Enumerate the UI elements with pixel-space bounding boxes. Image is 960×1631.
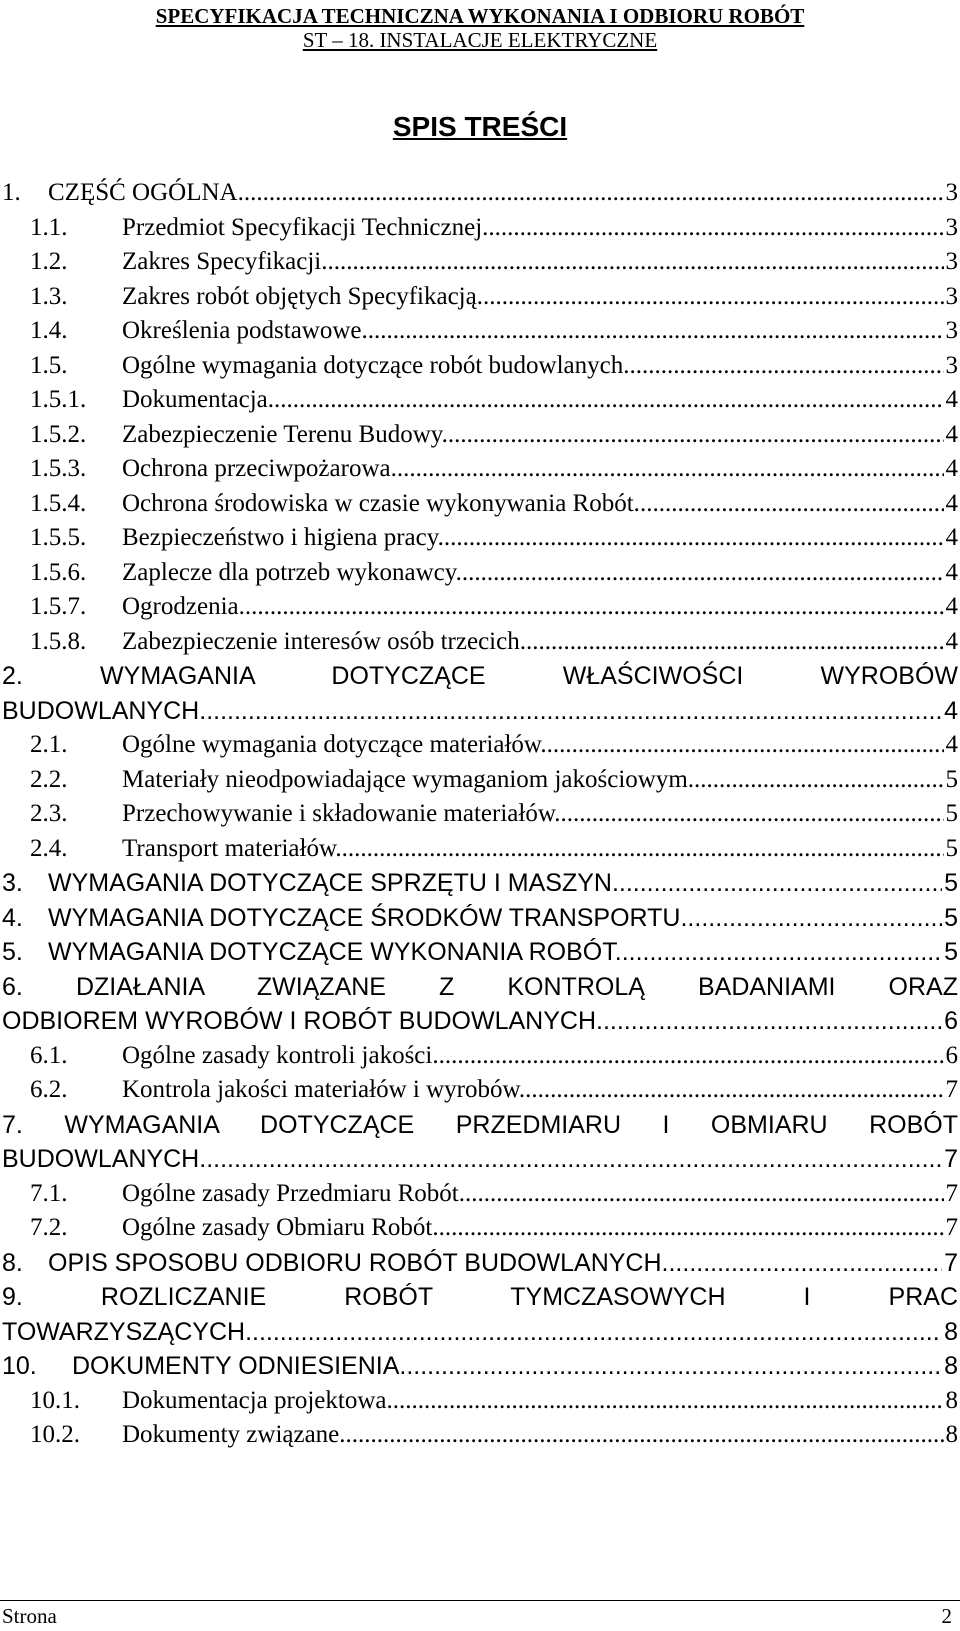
toc-entry-number: 1.5. — [30, 351, 68, 379]
toc-dot-leader — [274, 383, 943, 418]
toc-entry[interactable] — [2, 970, 958, 1005]
toc-dot-leader — [439, 1211, 944, 1246]
toc-entry-number: 8. — [2, 1248, 23, 1277]
toc-dot-leader — [342, 832, 944, 867]
toc-entry[interactable] — [2, 590, 958, 625]
toc-entry-number: 7.2. — [30, 1214, 68, 1241]
toc-page-number: 4 — [945, 731, 958, 758]
toc-entry-continuation[interactable] — [2, 694, 958, 729]
toc-entry-title: DZIAŁANIA ZWIĄZANE Z KONTROLĄ BADANIAMI ORAZ — [75, 972, 959, 1001]
toc-entry-number: 10.2. — [30, 1421, 80, 1448]
toc-page-number: 7 — [945, 1179, 958, 1207]
toc-entry-number: 1.5.3. — [30, 455, 87, 482]
toc-entry-number: 1.4. — [30, 317, 68, 344]
footer-page-number: 2 — [941, 1604, 952, 1628]
toc-entry[interactable] — [2, 487, 958, 522]
toc-entry[interactable] — [2, 763, 958, 798]
toc-entry-number: 9. — [2, 1283, 23, 1311]
toc-entry-continuation[interactable] — [2, 1142, 958, 1177]
toc-page-number: 8 — [944, 1352, 958, 1380]
toc-entry[interactable] — [2, 383, 958, 418]
toc-entry[interactable] — [2, 280, 958, 315]
toc-entry-title-continued: BUDOWLANYCH. — [2, 1145, 207, 1173]
toc-entry-title: Ogólne wymagania dotyczące materiałów. — [122, 731, 547, 758]
toc-page-number: 7 — [944, 1145, 958, 1173]
toc-dot-leader — [483, 280, 944, 315]
toc-entry-number: 1.5.5. — [30, 524, 87, 551]
toc-entry-title: DOKUMENTY ODNIESIENIA. — [72, 1352, 407, 1380]
toc-entry-title: Zaplecze dla potrzeb wykonawcy. — [122, 558, 462, 586]
toc-entry-title: Zabezpieczenie Terenu Budowy. — [122, 420, 448, 448]
toc-entry[interactable] — [2, 1177, 958, 1212]
toc-entry[interactable] — [2, 866, 958, 901]
toc-page-number: 4 — [945, 524, 958, 551]
toc-entry[interactable] — [2, 314, 958, 349]
toc-dot-leader — [244, 176, 944, 211]
toc-entry[interactable] — [2, 556, 958, 591]
toc-entry-heading-line1 — [2, 1108, 958, 1143]
toc-entry-title: Zakres robót objętych Specyfikacją. — [122, 282, 483, 310]
toc-entry-title: WYMAGANIA DOTYCZĄCE WYKONANIA ROBÓT. — [48, 938, 622, 966]
toc-entry-number: 1.5.6. — [30, 558, 87, 586]
toc-entry-number: 1.5.7. — [30, 593, 87, 620]
toc-entry[interactable] — [2, 521, 958, 556]
toc-page-number: 4 — [945, 593, 958, 620]
footer-divider — [0, 1600, 960, 1601]
toc-entry[interactable] — [2, 1246, 958, 1281]
toc-page-number: 4 — [945, 558, 958, 586]
toc-entry-number: 4. — [2, 903, 23, 932]
toc-entry-number: 2.3. — [30, 800, 68, 827]
toc-page-number: 7 — [944, 1248, 958, 1277]
toc-dot-leader — [252, 1315, 942, 1350]
toc-dot-leader — [368, 314, 944, 349]
toc-dot-leader — [397, 452, 944, 487]
toc-dot-leader — [346, 1418, 944, 1453]
toc-entry-number: 1.5.1. — [30, 386, 87, 413]
toc-dot-leader — [687, 901, 942, 936]
toc-entry-number: 10. — [2, 1352, 37, 1380]
toc-entry-title: Przechowywanie i składowanie materiałów. — [122, 800, 561, 827]
toc-entry-number: 2.2. — [30, 765, 68, 793]
toc-dot-leader — [448, 418, 944, 453]
toc-entry-title: Zabezpieczenie interesów osób trzecich. — [122, 627, 526, 655]
toc-entry-title-continued: BUDOWLANYCH. — [2, 696, 207, 725]
toc-page-number: 8 — [944, 1317, 958, 1346]
toc-page-number: 4 — [945, 455, 958, 482]
toc-page-number: 7 — [945, 1076, 958, 1103]
toc-entry-title: Materiały nieodpowiadające wymaganiom jakościowym. — [122, 765, 695, 793]
toc-dot-leader — [694, 763, 943, 798]
toc-entry-title: WYMAGANIA DOTYCZĄCE ŚRODKÓW TRANSPORTU. — [48, 903, 688, 932]
toc-entry-title: OPIS SPOSOBU ODBIORU ROBÓT BUDOWLANYCH. — [48, 1248, 669, 1277]
toc-entry[interactable] — [2, 1280, 958, 1315]
toc-entry[interactable] — [2, 797, 958, 832]
toc-entry[interactable] — [2, 1349, 958, 1384]
toc-page-number: 5 — [944, 938, 958, 966]
toc-dot-leader — [640, 487, 944, 522]
toc-entry-heading-line1 — [2, 1280, 958, 1315]
toc-entry[interactable] — [2, 418, 958, 453]
toc-entry[interactable] — [2, 211, 958, 246]
toc-page-number: 4 — [944, 696, 958, 725]
toc-dot-leader — [526, 625, 944, 660]
document-header-title: SPECYFIKACJA TECHNICZNA WYKONANIA I ODBIORU ROBÓT — [155, 4, 805, 28]
toc-page-number: 3 — [945, 213, 958, 241]
toc-entry-title: Ogólne zasady kontroli jakości. — [122, 1041, 439, 1069]
toc-page-number: 8 — [945, 1421, 958, 1448]
toc-dot-leader — [245, 590, 944, 625]
toc-entry[interactable] — [2, 452, 958, 487]
toc-page-number: 6 — [945, 1041, 958, 1069]
toc-entry[interactable] — [2, 832, 958, 867]
toc-dot-leader — [488, 211, 943, 246]
toc-entry-title: Dokumentacja projektowa. — [122, 1386, 393, 1414]
toc-page-number: 4 — [945, 420, 958, 448]
toc-entry-title: Zakres Specyfikacji. — [122, 248, 328, 275]
toc-entry[interactable] — [2, 1384, 958, 1419]
toc-page-number: 3 — [945, 282, 958, 310]
toc-entry-title: Ochrona przeciwpożarowa. — [122, 455, 397, 482]
document-header-subtitle: ST – 18. INSTALACJE ELEKTRYCZNE — [302, 28, 658, 52]
toc-entry-title-continued: ODBIOREM WYROBÓW I ROBÓT BUDOWLANYCH. — [2, 1007, 603, 1035]
toc-entry-number: 2. — [2, 662, 23, 690]
toc-dot-leader — [668, 1246, 942, 1281]
toc-dot-leader — [547, 728, 944, 763]
toc-entry-title: Ogrodzenia. — [122, 593, 245, 620]
toc-page-number: 7 — [945, 1214, 958, 1241]
toc-entry-number: 6.1. — [30, 1041, 68, 1069]
toc-entry-number: 10.1. — [30, 1386, 80, 1414]
toc-entry-title: Ogólne wymagania dotyczące robót budowlanych. — [122, 351, 630, 379]
toc-entry-title: Ogólne zasady Przedmiaru Robót. — [122, 1179, 465, 1207]
toc-entry-continuation[interactable] — [2, 1315, 958, 1350]
toc-entry-title: WYMAGANIA DOTYCZĄCE WŁAŚCIWOŚCI WYROBÓW — [100, 662, 958, 690]
toc-entry-number: 1.1. — [30, 213, 68, 241]
toc-entry-title: Bezpieczeństwo i higiena pracy. — [122, 524, 444, 551]
toc-page-number: 4 — [945, 386, 958, 413]
toc-entry[interactable] — [2, 625, 958, 660]
toc-entry-title: Transport materiałów. — [122, 834, 342, 862]
toc-entry[interactable] — [2, 1418, 958, 1453]
toc-entry-title-continued: TOWARZYSZĄCYCH. — [2, 1317, 253, 1346]
toc-entry[interactable] — [2, 728, 958, 763]
toc-entry[interactable] — [2, 349, 958, 384]
toc-entry-number: 6. — [2, 972, 23, 1001]
toc-dot-leader — [444, 521, 944, 556]
toc-dot-leader — [465, 1177, 944, 1212]
toc-dot-leader — [206, 1142, 942, 1177]
toc-page-number: 3 — [945, 179, 958, 206]
toc-entry-title: ROZLICZANIE ROBÓT TYMCZASOWYCH I PRAC — [100, 1283, 958, 1311]
toc-page-number: 4 — [945, 627, 958, 655]
toc-entry[interactable] — [2, 659, 958, 694]
toc-entry-number: 2.1. — [30, 731, 68, 758]
toc-dot-leader — [561, 797, 944, 832]
toc-entry[interactable] — [2, 1039, 958, 1074]
toc-dot-leader — [603, 1004, 942, 1039]
toc-entry[interactable] — [2, 245, 958, 280]
toc-entry-title: CZĘŚĆ OGÓLNA. — [48, 179, 244, 206]
toc-dot-leader — [629, 349, 943, 384]
toc-entry-number: 3. — [2, 869, 23, 897]
toc-entry-title: Określenia podstawowe. — [122, 317, 368, 344]
toc-entry[interactable] — [2, 1211, 958, 1246]
toc-page-number: 5 — [944, 903, 958, 932]
toc-entry-title: Dokumentacja. — [122, 386, 275, 413]
toc-dot-leader — [525, 1073, 943, 1108]
toc-page-number: 3 — [945, 351, 958, 379]
toc-entry-heading-line1 — [2, 659, 958, 694]
toc-entry-number: 1.5.4. — [30, 489, 87, 517]
toc-entry-number: 1. — [2, 179, 21, 206]
toc-entry-title: WYMAGANIA DOTYCZĄCE SPRZĘTU I MASZYN. — [48, 869, 619, 897]
toc-entry[interactable] — [2, 1073, 958, 1108]
toc-entry-number: 5. — [2, 938, 23, 966]
toc-entry-title: Ogólne zasady Obmiaru Robót. — [122, 1214, 439, 1241]
toc-page-number: 5 — [945, 765, 958, 793]
table-of-contents — [2, 176, 958, 1453]
toc-entry-number: 7.1. — [30, 1179, 68, 1207]
toc-page-number: 4 — [945, 489, 958, 517]
toc-page-number: 5 — [945, 800, 958, 827]
toc-entry-number: 6.2. — [30, 1076, 68, 1103]
toc-entry-title: Dokumenty związane. — [122, 1421, 346, 1448]
toc-entry[interactable] — [2, 935, 958, 970]
toc-entry[interactable] — [2, 176, 958, 211]
toc-entry-title: Ochrona środowiska w czasie wykonywania Robót. — [122, 489, 640, 517]
toc-entry-number: 7. — [2, 1110, 23, 1139]
toc-dot-leader — [619, 866, 942, 901]
toc-entry-number: 1.3. — [30, 282, 68, 310]
toc-page-number: 5 — [945, 834, 958, 862]
toc-entry-continuation[interactable] — [2, 1004, 958, 1039]
toc-page-number: 5 — [944, 869, 958, 897]
toc-dot-leader — [327, 245, 943, 280]
toc-page-number: 3 — [945, 317, 958, 344]
toc-dot-leader — [622, 935, 942, 970]
toc-entry-title: Kontrola jakości materiałów i wyrobów. — [122, 1076, 526, 1103]
toc-dot-leader — [406, 1349, 942, 1384]
toc-page-number: 8 — [945, 1386, 958, 1414]
toc-title: SPIS TREŚCI — [392, 111, 568, 142]
toc-entry[interactable] — [2, 1108, 958, 1143]
toc-entry-number: 1.5.2. — [30, 420, 87, 448]
toc-dot-leader — [439, 1039, 944, 1074]
toc-dot-leader — [393, 1384, 944, 1419]
toc-entry-heading-line1 — [2, 970, 958, 1005]
toc-page-number: 6 — [944, 1007, 958, 1035]
toc-entry-title: Przedmiot Specyfikacji Technicznej. — [122, 213, 489, 241]
toc-entry[interactable] — [2, 901, 958, 936]
toc-entry-title: WYMAGANIA DOTYCZĄCE PRZEDMIARU I OBMIARU ROBÓT — [64, 1110, 958, 1139]
footer-page-label: Strona — [2, 1604, 57, 1628]
toc-dot-leader — [462, 556, 944, 591]
toc-page-number: 3 — [945, 248, 958, 275]
toc-entry-number: 2.4. — [30, 834, 68, 862]
toc-entry-number: 1.5.8. — [30, 627, 87, 655]
toc-entry-number: 1.2. — [30, 248, 68, 275]
toc-dot-leader — [206, 694, 942, 729]
